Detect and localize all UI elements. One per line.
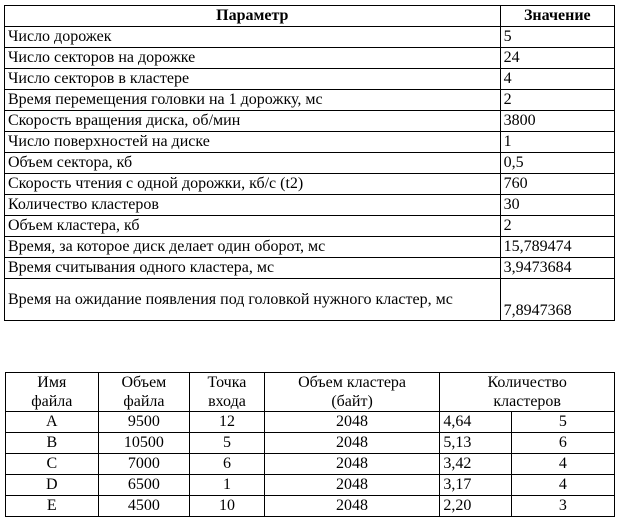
parameter-value: 7,8947368 [500,279,614,321]
parameter-value: 5 [500,27,614,48]
entry-point-cell: 12 [190,412,265,433]
cluster-count-exact-cell: 3,17 [440,475,511,496]
files-body [6,412,615,517]
parameter-value: 3,9473684 [500,258,614,279]
cluster-size-cell: 2048 [264,454,440,475]
file-name-cell: B [6,433,99,454]
entry-point-cell: 6 [190,454,265,475]
parameter-row [5,27,615,48]
parameter-column-header: Параметр [5,6,501,27]
parameter-row [5,174,615,195]
file-row [6,433,615,454]
file-name-column-header [6,373,99,412]
parameter-value: 2 [500,90,614,111]
parameter-row [5,69,615,90]
cluster-count-exact-cell: 3,42 [440,454,511,475]
header-line: Количество [487,374,567,391]
parameter-value: 2 [500,216,614,237]
header-line: Имя [37,374,67,391]
cluster-count-cell: 4 [511,454,614,475]
parameter-name: Время перемещения головки на 1 дорожку, мс [5,90,501,111]
parameter-value: 4 [500,69,614,90]
file-name-cell: C [6,454,99,475]
parameter-name: Скорость вращения диска, об/мин [5,111,501,132]
value-column-header: Значение [500,6,614,27]
file-size-cell: 7000 [98,454,190,475]
files-header-row [6,373,615,412]
file-row [6,496,615,517]
cluster-count-exact-cell: 5,13 [440,433,511,454]
cluster-count-cell: 4 [511,475,614,496]
parameter-name: Объем кластера, кб [5,216,501,237]
cluster-size-cell: 2048 [264,433,440,454]
parameter-name: Число секторов на дорожке [5,48,501,69]
file-row [6,475,615,496]
file-name-cell: A [6,412,99,433]
file-row [6,454,615,475]
parameters-body [5,27,615,321]
parameter-row [5,90,615,111]
header-line: (байт) [331,393,373,410]
parameter-value: 24 [500,48,614,69]
header-line: кластеров [493,393,561,410]
parameter-row [5,195,615,216]
cluster-size-cell: 2048 [264,496,440,517]
cluster-count-cell: 3 [511,496,614,517]
cluster-count-exact-cell: 4,64 [440,412,511,433]
files-table [5,372,615,517]
header-line: входа [208,393,246,410]
parameter-name: Объем сектора, кб [5,153,501,174]
entry-point-cell: 5 [190,433,265,454]
parameter-row [5,279,615,321]
parameter-value: 30 [500,195,614,216]
cluster-size-cell: 2048 [264,475,440,496]
parameter-name: Время на ожидание появления под головкой нужного кластер, мс [5,279,501,321]
parameter-row [5,216,615,237]
parameter-value: 1 [500,132,614,153]
cluster-count-column-header [440,373,615,412]
parameter-row [5,153,615,174]
file-name-cell: E [6,496,99,517]
parameter-row [5,48,615,69]
cluster-count-cell: 5 [511,412,614,433]
parameter-row [5,111,615,132]
file-size-cell: 6500 [98,475,190,496]
parameter-row [5,258,615,279]
file-size-cell: 9500 [98,412,190,433]
file-size-column-header [98,373,190,412]
entry-point-column-header [190,373,265,412]
header-line: Точка [207,374,247,391]
parameter-row [5,237,615,258]
parameters-table [4,5,615,321]
parameter-name: Время, за которое диск делает один оборот, мс [5,237,501,258]
parameters-header-row [5,6,615,27]
header-line: Объем кластера [298,374,407,391]
entry-point-cell: 10 [190,496,265,517]
cluster-size-cell: 2048 [264,412,440,433]
file-size-cell: 10500 [98,433,190,454]
parameter-value: 15,789474 [500,237,614,258]
parameter-name: Скорость чтения с одной дорожки, кб/с (t2) [5,174,501,195]
parameter-value: 0,5 [500,153,614,174]
parameter-value: 760 [500,174,614,195]
header-line: Объем [121,374,167,391]
entry-point-cell: 1 [190,475,265,496]
parameter-name: Количество кластеров [5,195,501,216]
parameter-name: Время считывания одного кластера, мс [5,258,501,279]
cluster-size-column-header [264,373,440,412]
header-line: файла [31,393,73,410]
header-line: файла [123,393,165,410]
parameter-name: Число секторов в кластере [5,69,501,90]
parameter-value: 3800 [500,111,614,132]
parameter-row [5,132,615,153]
file-name-cell: D [6,475,99,496]
parameter-name: Число дорожек [5,27,501,48]
cluster-count-exact-cell: 2,20 [440,496,511,517]
cluster-count-cell: 6 [511,433,614,454]
file-row [6,412,615,433]
parameter-name: Число поверхностей на диске [5,132,501,153]
file-size-cell: 4500 [98,496,190,517]
